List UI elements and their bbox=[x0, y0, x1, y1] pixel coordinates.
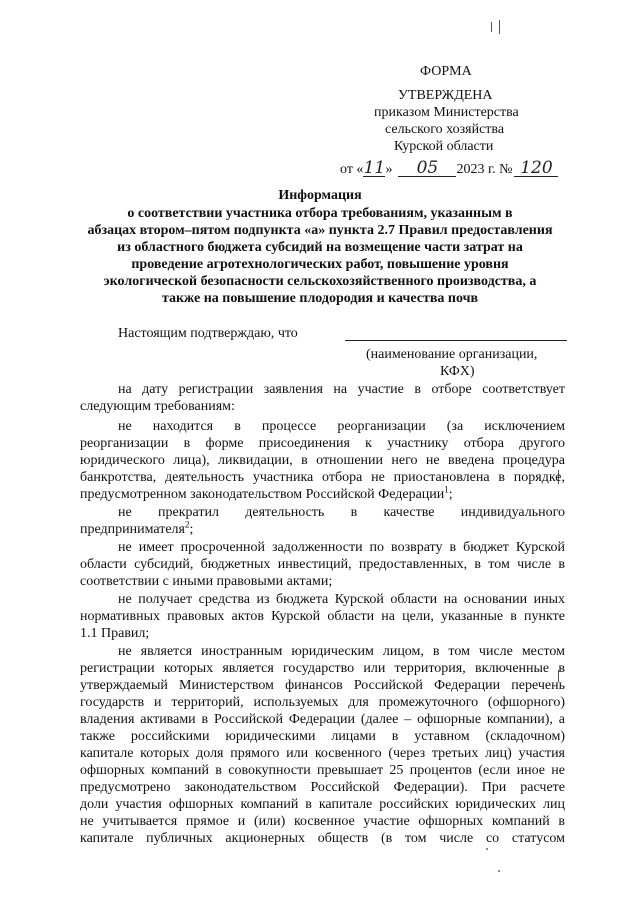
body-line: также российскими юридическими лицами в уставном (складочном) bbox=[80, 729, 565, 744]
body-line: нормативных правовых актов Курской области на цели, указанные в пункте bbox=[80, 609, 565, 624]
body-line: владения активами в Российской Федерации (далее – офшорные компании), а bbox=[80, 712, 565, 727]
body-line: капитале публичных акционерных обществ (в том числе со статусом bbox=[80, 831, 565, 846]
form-label: ФОРМА bbox=[420, 64, 472, 79]
title-line: из областного бюджета субсидий на возмещение части затрат на bbox=[117, 240, 523, 255]
body-line: не прекратил деятельность в качестве индивидуального bbox=[118, 505, 565, 520]
date-year: 2023 г. № bbox=[456, 162, 513, 177]
organization-hint-line1: (наименование организации, bbox=[366, 347, 538, 362]
body-line: области субсидий, бюджетных инвестиций, предоставленных, в том числе в bbox=[80, 557, 565, 572]
scan-dot bbox=[498, 870, 500, 872]
body-line: не является иностранным юридическим лицом, в том числе местом bbox=[118, 644, 565, 659]
scan-mark bbox=[491, 22, 492, 32]
organization-name-blank bbox=[345, 340, 567, 341]
body-line: банкротства, деятельность участника отбора не приостановлена в порядке, bbox=[80, 470, 565, 485]
date-sep: » bbox=[385, 162, 393, 177]
body-line: предпринимателя$^2$; bbox=[80, 519, 194, 537]
confirm-text: Настоящим подтверждаю, что bbox=[118, 326, 298, 341]
approved-by-line3: Курской области bbox=[394, 139, 494, 154]
body-line: предусмотренном законодательством Российской Федерации$^1$; bbox=[80, 484, 453, 502]
body-line: не имеет просроченной задолженности по возврату в бюджет Курской bbox=[118, 540, 565, 555]
body-line: на дату регистрации заявления на участие в отборе соответствует bbox=[118, 382, 565, 397]
body-line: капитале которых доля прямого или косвенного (через третьих лиц) участия bbox=[80, 746, 565, 761]
body-line: не получает средства из бюджета Курской области на основании иных bbox=[118, 592, 565, 607]
footnote-ref: 2 bbox=[185, 519, 190, 530]
body-line: утверждаемый Министерством финансов Российской Федерации перечень bbox=[80, 678, 565, 693]
body-line: офшорных компаний в совокупности превышает 25 процентов (если иное не bbox=[80, 763, 565, 778]
body-line: юридического лица), ликвидации, в отношении него не введена процедура bbox=[80, 453, 565, 468]
title-line: абзацах втором–пятом подпункта «а» пункта 2.7 Правил предоставления bbox=[87, 223, 553, 238]
title-line: также на повышение плодородия и качества почв bbox=[161, 291, 479, 306]
body-line: предусмотрено законодательством Российской Федерации). При расчете bbox=[80, 780, 565, 795]
date-month: 05 bbox=[398, 160, 456, 177]
approved-by-line1: приказом Министерства bbox=[374, 105, 519, 120]
title-line: экологической безопасности сельскохозяйственного производства, а bbox=[103, 274, 537, 289]
order-number: 120 bbox=[514, 160, 558, 177]
footnote-ref: 1 bbox=[444, 484, 449, 495]
body-line: регистрации которых является государство или территория, включенные в bbox=[80, 661, 565, 676]
body-line: не находится в процессе реорганизации (за исключением bbox=[118, 419, 565, 434]
body-line: государств и территорий, используемых для промежуточного (офшорного) bbox=[80, 695, 565, 710]
scan-mark bbox=[499, 20, 500, 34]
approved-label: УТВЕРЖДЕНА bbox=[398, 88, 493, 103]
body-line: следующим требованиям: bbox=[80, 399, 235, 414]
title-line: о соответствии участника отбора требованиям, указанным в bbox=[127, 206, 513, 221]
date-day: 11 bbox=[363, 158, 386, 178]
title-line: проведение агротехнологических работ, повышение уровня bbox=[131, 257, 509, 272]
scan-dot bbox=[486, 848, 488, 850]
body-line: реорганизации в форме присоединения к участнику отбора другого bbox=[80, 436, 565, 451]
body-line: не учитывается прямое и (или) косвенное участие офшорных компаний в bbox=[80, 814, 565, 829]
body-line: соответствии с иными правовыми актами; bbox=[80, 574, 333, 589]
order-date-line bbox=[340, 160, 558, 178]
body-line: доли участия офшорных компаний в капитале российских юридических лиц bbox=[80, 797, 565, 812]
date-prefix: от « bbox=[340, 162, 364, 177]
organization-hint-line2: КФХ) bbox=[440, 364, 475, 379]
body-line: 1.1 Правил; bbox=[80, 626, 150, 641]
title-line: Информация bbox=[278, 188, 362, 203]
approved-by-line2: сельского хозяйства bbox=[385, 122, 505, 137]
